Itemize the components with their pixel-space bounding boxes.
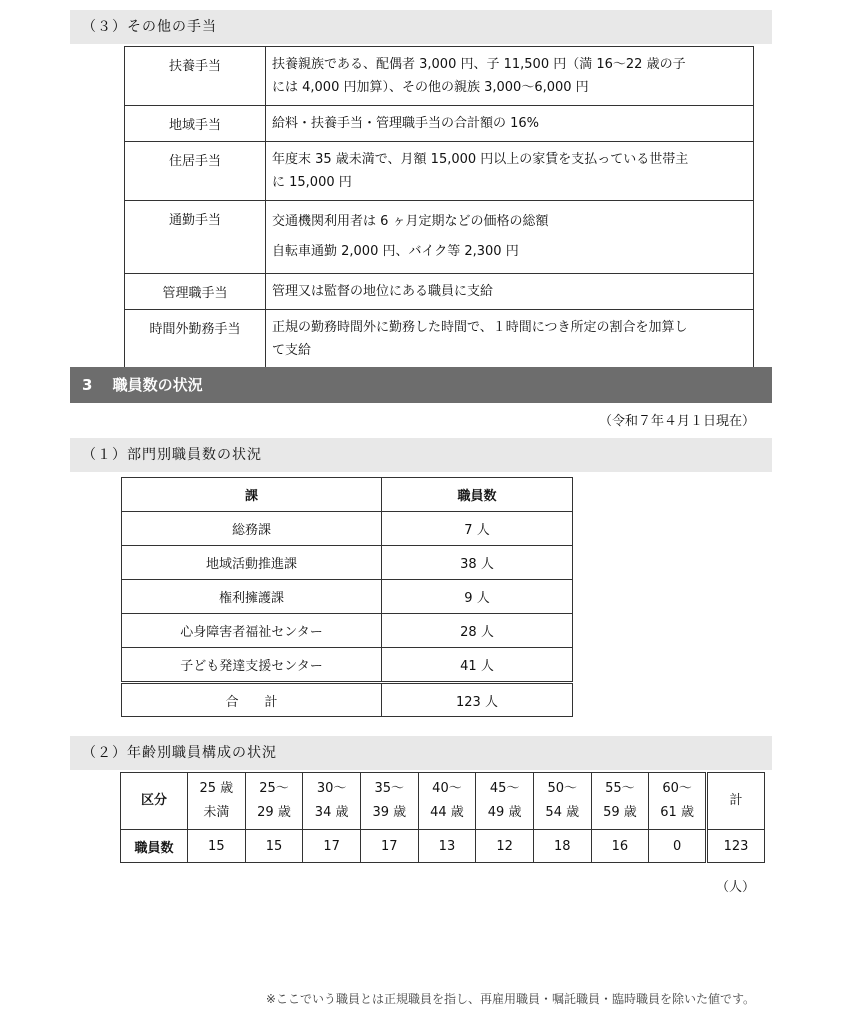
age-group-line: 61 歳: [660, 805, 694, 820]
table-header-row: [121, 773, 765, 830]
allowance-line: 正規の勤務時間外に勤務した時間で、１時間につき所定の割合を加算し: [272, 320, 688, 335]
col-header-department: 課: [122, 478, 382, 512]
age-total: 123: [707, 830, 765, 863]
age-group-line: 49 歳: [487, 805, 522, 820]
department-name: 心身障害者福祉センター: [122, 614, 382, 648]
allowance-name: 地域手当: [125, 106, 266, 142]
table-row: [122, 614, 573, 648]
age-group-line: 39 歳: [372, 805, 407, 820]
age-group-line: 54 歳: [545, 805, 580, 820]
table-row: [125, 310, 754, 369]
age-group-line: 30～: [316, 781, 347, 796]
age-group-line: 50～: [547, 781, 578, 796]
age-group: [649, 773, 707, 830]
age-group: [303, 773, 361, 830]
table-row: [125, 274, 754, 310]
age-count: 17: [360, 830, 418, 863]
allowance-name: 時間外勤務手当: [125, 310, 266, 369]
allowance-name: 住居手当: [125, 142, 266, 201]
age-group: [476, 773, 534, 830]
allowance-line: 給料・扶養手当・管理職手当の合計額の 16%: [272, 116, 540, 131]
table-row: [122, 546, 573, 580]
table-row: [122, 580, 573, 614]
allowance-line: 管理又は監督の地位にある職員に支給: [272, 284, 494, 299]
total-count: 123 人: [382, 683, 573, 717]
as-of-date: （令和７年４月１日現在）: [598, 414, 755, 429]
allowance-desc: [266, 47, 754, 106]
age-group-line: 34 歳: [314, 805, 349, 820]
allowances-heading: （３）その他の手当: [70, 10, 772, 44]
age-group-line: 40～: [432, 781, 462, 796]
age-group: [418, 773, 476, 830]
department-table: [121, 477, 573, 717]
allowance-line: て支給: [272, 343, 312, 358]
table-row: [125, 47, 754, 106]
age-heading: （２）年齢別職員構成の状況: [70, 736, 772, 770]
footnote: ※ここでいう職員とは正規職員を指し、再雇用職員・嘱託職員・臨時職員を除いた値です。: [265, 992, 755, 1006]
allowance-line: 自転車通勤 2,000 円、バイク等 2,300 円: [272, 244, 519, 259]
age-group: [188, 773, 246, 830]
age-group: [591, 773, 649, 830]
age-group-line: 25～: [259, 781, 289, 796]
row-label-data: 職員数: [121, 830, 188, 863]
age-count: 18: [533, 830, 591, 863]
age-count: 17: [303, 830, 361, 863]
department-name: 子ども発達支援センター: [122, 648, 382, 683]
table-row: [125, 201, 754, 274]
allowances-table: [124, 46, 754, 369]
age-group-line: 25 歳: [199, 781, 234, 796]
table-row: [125, 106, 754, 142]
allowance-name: 通勤手当: [125, 201, 266, 274]
department-count: 38 人: [382, 546, 573, 580]
age-group-line: 59 歳: [603, 805, 637, 820]
allowance-name: 扶養手当: [125, 47, 266, 106]
age-count: 13: [418, 830, 476, 863]
unit-label: （人）: [715, 880, 755, 895]
col-header-count: 職員数: [382, 478, 573, 512]
row-label-header: 区分: [121, 773, 188, 830]
department-count: 28 人: [382, 614, 573, 648]
allowance-line: には 4,000 円加算）、その他の親族 3,000～6,000 円: [272, 80, 589, 95]
total-row: [122, 683, 573, 717]
age-group-line: 35～: [374, 781, 405, 796]
age-table: [120, 772, 765, 863]
allowance-line: に 15,000 円: [272, 175, 352, 190]
department-count: 7 人: [382, 512, 573, 546]
age-count: 15: [188, 830, 246, 863]
department-name: 地域活動推進課: [122, 546, 382, 580]
age-count: 15: [245, 830, 303, 863]
table-row: [122, 648, 573, 683]
allowance-desc: [266, 106, 754, 142]
age-group-line: 60～: [662, 781, 692, 796]
department-heading: （１）部門別職員数の状況: [70, 438, 772, 472]
table-row: [121, 830, 765, 863]
allowance-desc: [266, 310, 754, 369]
age-group-line: 55～: [605, 781, 635, 796]
age-group-line: 未満: [203, 805, 230, 820]
age-group-line: 45～: [489, 781, 520, 796]
total-label: 合 計: [122, 683, 382, 717]
age-group: [533, 773, 591, 830]
department-name: 権利擁護課: [122, 580, 382, 614]
age-group: [360, 773, 418, 830]
age-count: 0: [649, 830, 707, 863]
allowance-line: 交通機関利用者は 6 ヶ月定期などの価格の総額: [272, 214, 549, 229]
allowance-line: 扶養親族である、配偶者 3,000 円、子 11,500 円（満 16～22 歳の子: [272, 57, 686, 72]
age-group-line: 44 歳: [430, 805, 464, 820]
table-header-row: [122, 478, 573, 512]
age-group: [245, 773, 303, 830]
table-row: [122, 512, 573, 546]
age-count: 12: [476, 830, 534, 863]
staff-section-heading: 3 職員数の状況: [70, 367, 772, 403]
table-row: [125, 142, 754, 201]
department-count: 41 人: [382, 648, 573, 683]
department-count: 9 人: [382, 580, 573, 614]
age-group-line: 29 歳: [257, 805, 291, 820]
allowance-desc: [266, 142, 754, 201]
department-name: 総務課: [122, 512, 382, 546]
allowance-desc: [266, 274, 754, 310]
allowance-name: 管理職手当: [125, 274, 266, 310]
allowance-desc: [266, 201, 754, 274]
age-count: 16: [591, 830, 649, 863]
allowance-line: 年度末 35 歳未満で、月額 15,000 円以上の家賃を支払っている世帯主: [272, 152, 689, 167]
total-header: 計: [707, 773, 765, 830]
